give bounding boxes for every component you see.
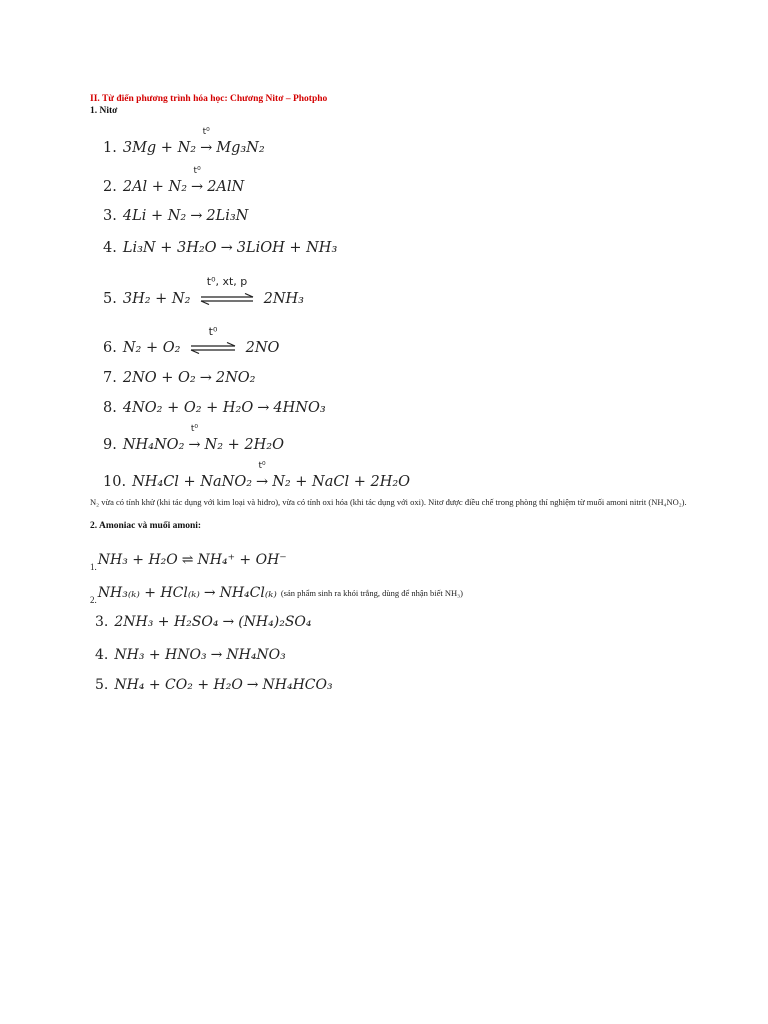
equation-2: 2. 2Al + N₂ t⁰ → 2AlN [103, 166, 245, 195]
section-heading-nitrogen: 1. Nitơ [90, 106, 118, 116]
ammonia-equation-4: 4. NH₃ + HNO₃ → NH₄NO₃ [95, 647, 286, 663]
ammonia-equation-3: 3. 2NH₃ + H₂SO₄ → (NH₄)₂SO₄ [95, 614, 312, 630]
equation-7: 7. 2NO + O₂ → 2NO₂ [103, 370, 256, 386]
section-heading-ammonia: 2. Amoniac và muối amoni: [90, 521, 202, 531]
ammonia-equation-1: $_{1.}$NH₃ + H₂O ⇌ NH₄⁺ + OH⁻ [90, 552, 287, 572]
equation-10: 10. NH₄Cl + NaNO₂ t⁰ → N₂ + NaCl + 2H₂O [103, 461, 411, 490]
equilibrium-arrow-icon [189, 342, 237, 354]
equation-6: 6. N₂ + O₂ t⁰ 2NO [103, 325, 280, 356]
ammonia-equation-2: $_{2.}$NH₃₍ₖ₎ + HCl₍ₖ₎ → NH₄Cl₍ₖ₎ (sản phẩm sinh ra khói trắng, dùng để nhận biết NH₃) [90, 585, 463, 605]
equation-9: 9. NH₄NO₂ t⁰ → N₂ + 2H₂O [103, 424, 284, 453]
equation-4: 4. Li₃N + 3H₂O → 3LiOH + NH₃ [103, 240, 338, 256]
equation-5: 5. 3H₂ + N₂ t⁰, xt, p 2NH₃ [103, 275, 304, 307]
equilibrium-arrow-icon [199, 293, 255, 305]
nitrogen-note: N₂ vừa có tính khử (khi tác dụng với kim loại và hiđro), vừa có tính oxi hóa (khi tác dụng với oxi). Nitơ được điều chế trong phòng thí nghiệm từ muối amoni nitrit (NH₄NO₂). [90, 497, 687, 507]
equation-3: 3. 4Li + N₂ → 2Li₃N [103, 208, 249, 224]
page-title: II. Từ điển phương trình hóa học: Chương Nitơ – Photpho [90, 94, 328, 104]
equation-8: 8. 4NO₂ + O₂ + H₂O → 4HNO₃ [103, 400, 326, 416]
ammonia-equation-5: 5. NH₄ + CO₂ + H₂O → NH₄HCO₃ [95, 677, 333, 693]
equation-1: 1. 3Mg + N₂ t⁰ → Mg₃N₂ [103, 127, 265, 156]
